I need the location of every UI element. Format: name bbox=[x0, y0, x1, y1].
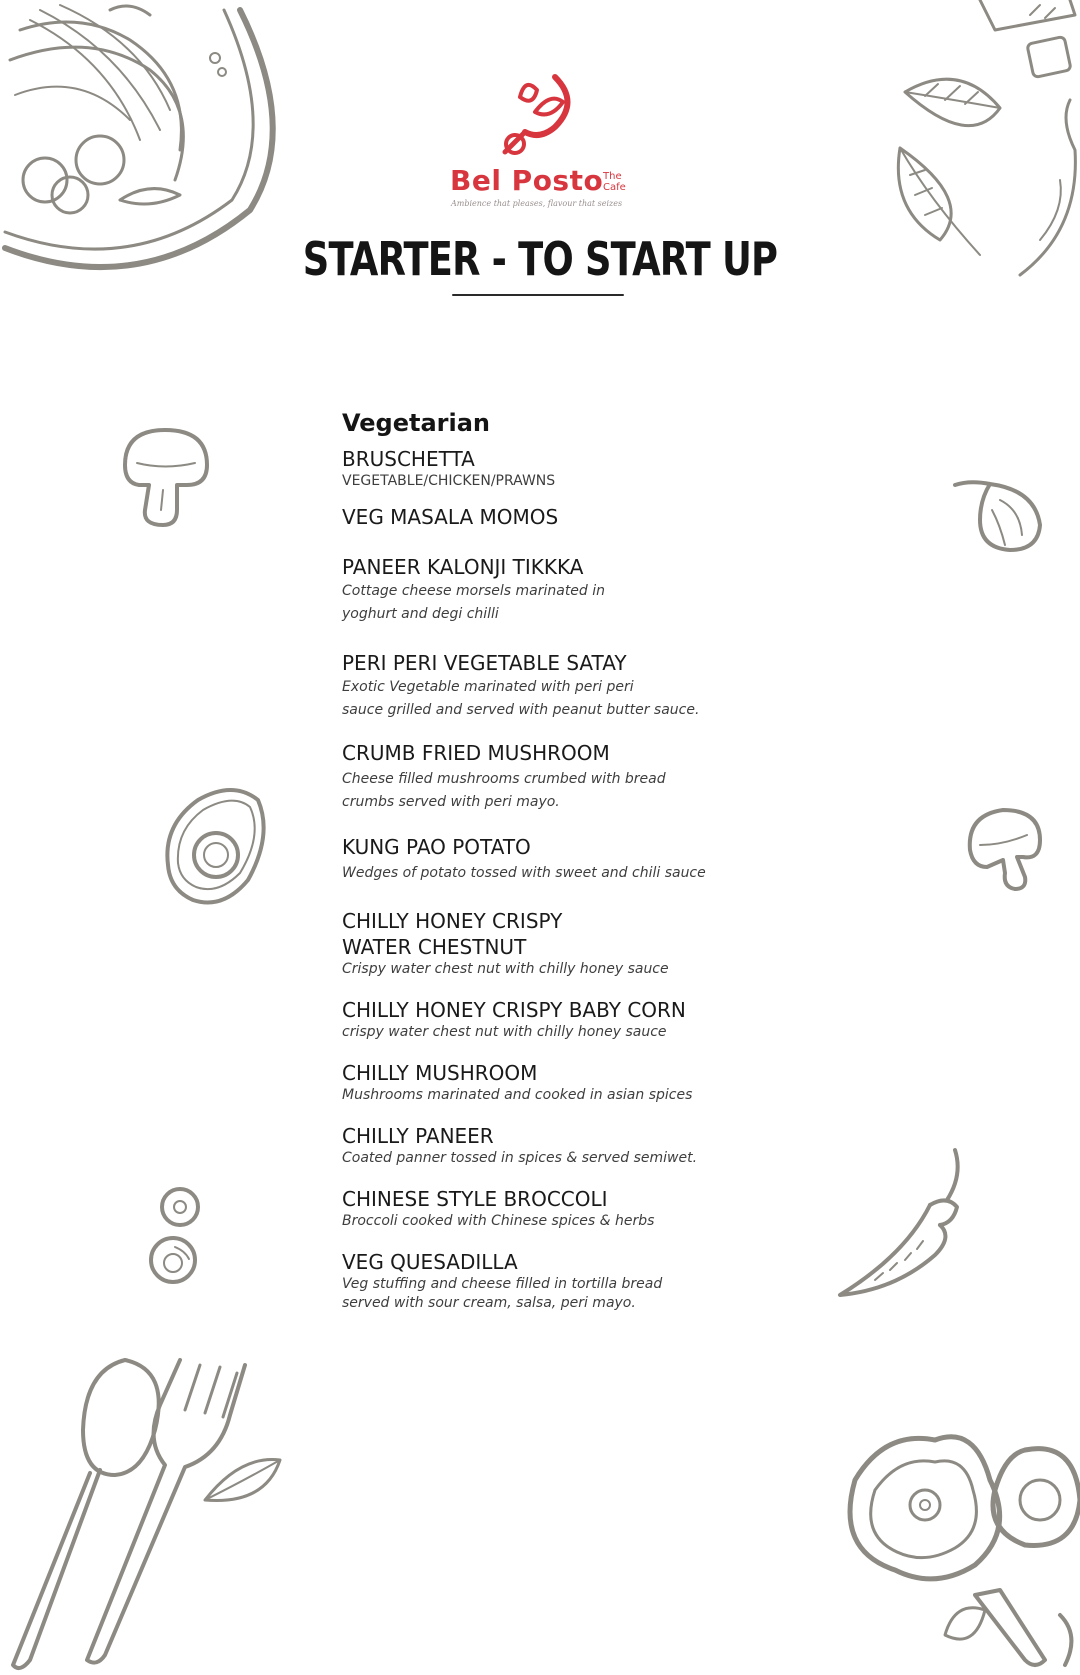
dish-description: Coated panner tossed in spices & served semiwet. bbox=[342, 1150, 698, 1166]
brand-name: Bel Posto bbox=[450, 164, 604, 197]
list-item bbox=[342, 650, 822, 722]
dish-description: Wedges of potato tossed with sweet and chili sauce bbox=[342, 865, 706, 881]
dish-description: Broccoli cooked with Chinese spices & herbs bbox=[342, 1213, 655, 1229]
garlic-icon bbox=[950, 470, 1050, 560]
dish-description: Veg stuffing and cheese filled in tortilla bread served with sour cream, salsa, peri mayo. bbox=[342, 1276, 663, 1311]
list-item bbox=[342, 908, 822, 979]
list-item bbox=[342, 834, 822, 885]
brand-tagline: Ambience that pleases, flavour that seizes bbox=[451, 199, 623, 208]
dish-description: VEGETABLE/CHICKEN/PRAWNS bbox=[342, 473, 556, 489]
dish-description: Mushrooms marinated and cooked in asian spices bbox=[342, 1087, 693, 1103]
dish-description: Cottage cheese morsels marinated in yoghurt and degi chilli bbox=[342, 583, 606, 622]
dish-name: CRUMB FRIED MUSHROOM bbox=[342, 741, 610, 765]
spoon-leaf-icon bbox=[495, 72, 585, 166]
title-underline bbox=[452, 294, 624, 296]
mushroom-icon bbox=[115, 425, 215, 535]
spoon-fork-icon bbox=[5, 1355, 285, 1675]
boiled-egg-icon bbox=[158, 785, 273, 915]
dish-description: Crispy water chest nut with chilly honey sauce bbox=[342, 961, 669, 977]
list-item bbox=[342, 997, 822, 1042]
mushroom-icon bbox=[965, 805, 1045, 895]
olives-icon bbox=[145, 1185, 215, 1295]
list-item bbox=[342, 1060, 822, 1105]
dish-description: Cheese filled mushrooms crumbed with bread crumbs served with peri mayo. bbox=[342, 771, 666, 810]
list-item bbox=[342, 1249, 822, 1313]
brand-logo bbox=[440, 72, 650, 212]
list-item bbox=[342, 554, 822, 626]
list-item bbox=[342, 740, 822, 814]
menu-section-vegetarian bbox=[342, 408, 822, 1311]
dish-name: BRUSCHETTA bbox=[342, 447, 475, 471]
section-heading: Vegetarian bbox=[342, 409, 491, 437]
dish-name: PANEER KALONJI TIKKKA bbox=[342, 555, 584, 579]
dish-name: KUNG PAO POTATO bbox=[342, 835, 531, 859]
chili-pepper-icon bbox=[835, 1145, 965, 1305]
dish-name: PERI PERI VEGETABLE SATAY bbox=[342, 651, 627, 675]
dish-name: CHINESE STYLE BROCCOLI bbox=[342, 1187, 608, 1211]
dish-description: Exotic Vegetable marinated with peri peri sauce grilled and served with peanut butter sauce. bbox=[342, 679, 700, 718]
list-item bbox=[342, 446, 822, 490]
list-item bbox=[342, 1123, 822, 1168]
brand-subtitle: The Cafe bbox=[603, 171, 626, 193]
dish-description: crispy water chest nut with chilly honey sauce bbox=[342, 1024, 667, 1040]
list-item bbox=[342, 504, 822, 530]
list-item bbox=[342, 1186, 822, 1231]
dish-name: CHILLY HONEY CRISPY WATER CHESTNUT bbox=[342, 909, 563, 959]
bell-pepper-icon bbox=[825, 1420, 1080, 1675]
dish-name: CHILLY MUSHROOM bbox=[342, 1061, 538, 1085]
dish-name: CHILLY HONEY CRISPY BABY CORN bbox=[342, 998, 686, 1022]
page-title: STARTER - TO START UP bbox=[302, 232, 778, 286]
dish-name: VEG QUESADILLA bbox=[342, 1250, 518, 1274]
dish-name: CHILLY PANEER bbox=[342, 1124, 494, 1148]
dish-name: VEG MASALA MOMOS bbox=[342, 505, 559, 529]
